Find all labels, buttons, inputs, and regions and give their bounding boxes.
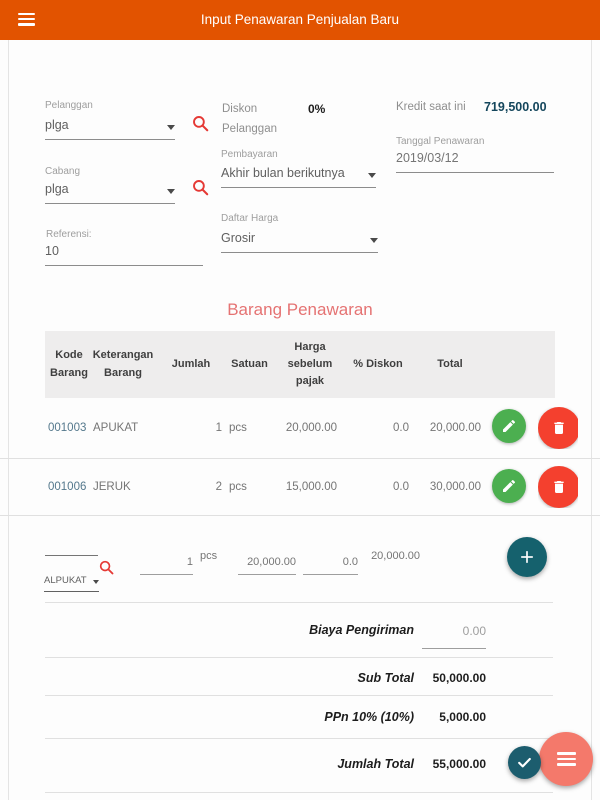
chevron-down-icon — [93, 580, 99, 584]
row-diskon: 0.0 — [393, 480, 409, 493]
pembayaran-label: Pembayaran — [221, 149, 278, 160]
table-header — [45, 331, 555, 398]
check-icon — [516, 754, 533, 771]
row-harga: 20,000.00 — [285, 422, 337, 434]
menu-icon — [557, 749, 576, 770]
row-total: 20,000.00 — [429, 422, 481, 434]
col-satuan: Satuan — [231, 357, 268, 370]
row-harga: 15,000.00 — [285, 480, 337, 493]
plus-icon — [517, 547, 537, 567]
delete-button[interactable] — [538, 407, 578, 449]
sub-total-value: 50,000.00 — [432, 671, 486, 685]
daftar-harga-label: Daftar Harga — [221, 213, 279, 224]
row-satuan: pcs — [229, 480, 247, 493]
pencil-icon — [501, 418, 517, 434]
tanggal-label: Tanggal Penawaran — [396, 136, 485, 147]
new-item-satuan: pcs — [200, 550, 218, 562]
biaya-pengiriman-label: Biaya Pengiriman — [309, 623, 414, 637]
table-row — [0, 458, 600, 516]
jumlah-total-label: Jumlah Total — [337, 757, 414, 771]
col-diskon: % Diskon — [353, 357, 403, 370]
referensi-input[interactable] — [45, 244, 203, 266]
section-title: Barang Penawaran — [227, 300, 373, 319]
edit-button[interactable] — [492, 469, 526, 503]
pelanggan-value: plga — [45, 118, 69, 132]
row-jumlah: 1 — [215, 422, 222, 434]
jumlah-total-value: 55,000.00 — [432, 757, 486, 771]
pelanggan-select[interactable] — [45, 118, 175, 140]
add-item-button[interactable] — [507, 537, 547, 577]
referensi-label: Referensi: — [46, 229, 92, 240]
app-bar — [0, 0, 600, 40]
tanggal-input[interactable] — [396, 151, 554, 173]
chevron-down-icon — [167, 189, 175, 194]
new-item-harga-value: 20,000.00 — [247, 556, 296, 568]
divider — [45, 695, 553, 696]
row-satuan: pcs — [229, 422, 247, 434]
diskon-pelanggan-label: Diskon Pelanggan — [222, 103, 277, 135]
kredit-value: 719,500.00 — [484, 100, 547, 114]
divider — [45, 792, 553, 793]
kredit-label: Kredit saat ini — [396, 101, 466, 113]
sub-total-label: Sub Total — [357, 671, 414, 685]
biaya-pengiriman-underline — [422, 648, 486, 649]
row-diskon: 0.0 — [393, 422, 409, 434]
daftar-harga-select[interactable] — [221, 231, 378, 253]
row-keterangan: JERUK — [93, 480, 131, 493]
cabang-search-icon[interactable] — [191, 178, 210, 197]
pelanggan-label: Pelanggan — [45, 100, 93, 111]
cabang-label: Cabang — [45, 166, 81, 177]
ppn-value: 5,000.00 — [439, 710, 486, 724]
biaya-pengiriman-input[interactable]: 0.00 — [462, 624, 486, 638]
new-item-search-icon[interactable] — [98, 559, 117, 578]
chevron-down-icon — [370, 238, 378, 243]
row-total: 30,000.00 — [429, 480, 481, 493]
new-item-diskon-value: 0.0 — [342, 556, 358, 568]
edit-button[interactable] — [492, 409, 526, 443]
divider — [45, 738, 553, 739]
cabang-select[interactable] — [45, 182, 175, 204]
col-jumlah: Jumlah — [171, 357, 211, 370]
delete-button[interactable] — [538, 466, 578, 508]
chevron-down-icon — [167, 125, 175, 130]
col-keterangan: Keterangan Barang — [92, 349, 154, 379]
pelanggan-search-icon[interactable] — [191, 114, 210, 133]
pembayaran-select[interactable] — [221, 166, 376, 188]
save-button[interactable] — [508, 746, 541, 779]
chevron-down-icon — [368, 173, 376, 178]
trash-icon — [551, 420, 567, 436]
cabang-value: plga — [45, 182, 69, 196]
new-item-diskon-input[interactable] — [303, 548, 358, 575]
divider — [45, 657, 553, 658]
tanggal-value: 2019/03/12 — [396, 151, 459, 165]
new-item-kode-value: ALPUKAT — [44, 575, 87, 586]
row-keterangan: APUKAT — [93, 422, 139, 434]
daftar-harga-value: Grosir — [221, 231, 256, 245]
referensi-value: 10 — [45, 244, 59, 258]
col-kode-barang: Kode Barang — [50, 349, 88, 379]
divider — [45, 602, 553, 603]
pembayaran-value: Akhir bulan berikutnya — [221, 166, 345, 180]
new-item-jumlah-input[interactable] — [140, 548, 193, 575]
row-kode: 001006 — [48, 480, 87, 493]
diskon-pelanggan-value: 0% — [308, 102, 326, 116]
new-item-kode-select[interactable] — [44, 566, 99, 592]
new-item-total: 20,000.00 — [371, 550, 420, 562]
row-kode: 001003 — [48, 422, 87, 434]
new-item-jumlah-value: 1 — [186, 556, 193, 568]
table-row — [0, 398, 600, 459]
trash-icon — [551, 479, 567, 495]
page-title: Input Penawaran Penjualan Baru — [200, 12, 400, 27]
col-harga: Harga sebelum pajak — [287, 340, 333, 388]
pencil-icon — [501, 478, 517, 494]
col-total: Total — [437, 357, 463, 370]
ppn-label: PPn 10% (10%) — [324, 710, 414, 724]
actions-menu-button[interactable] — [539, 732, 593, 786]
row-jumlah: 2 — [215, 480, 222, 493]
new-item-overline — [45, 555, 98, 556]
new-item-harga-input[interactable] — [238, 548, 296, 575]
